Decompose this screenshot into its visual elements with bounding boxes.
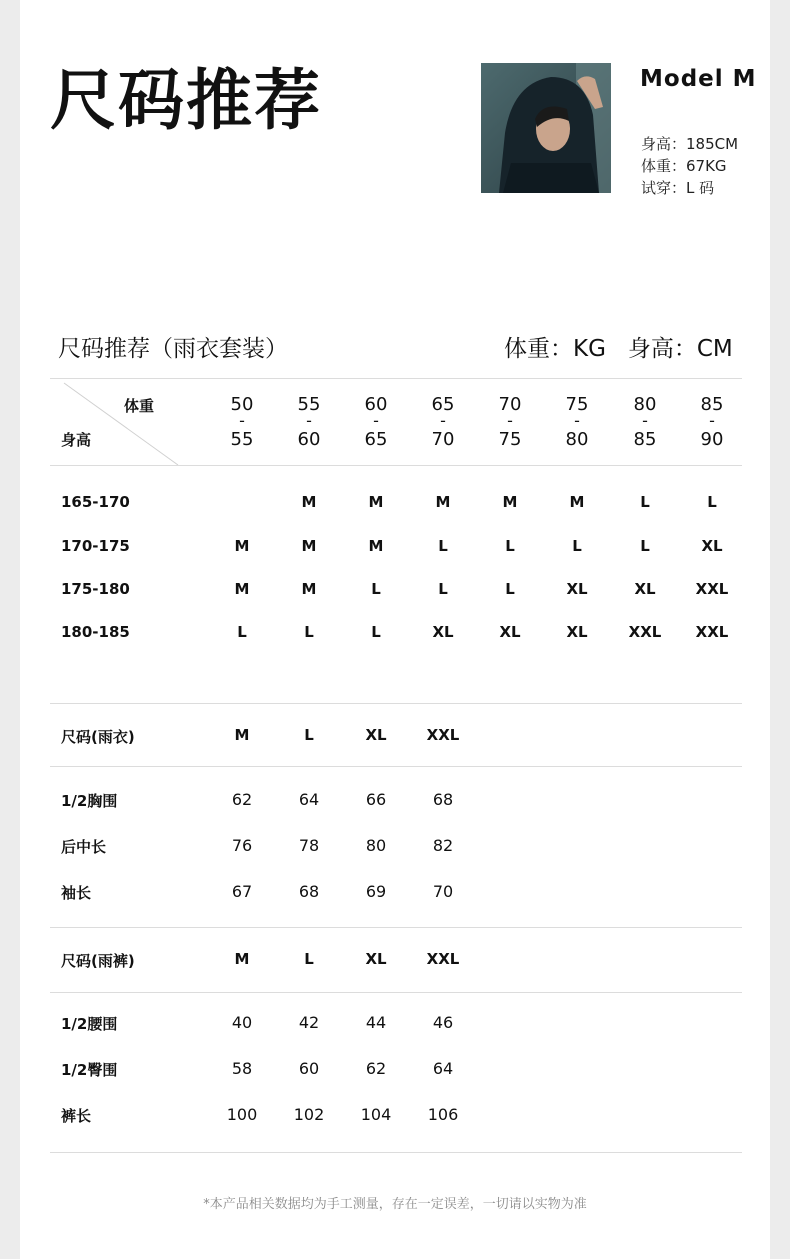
size-header-cell: L [304, 726, 314, 744]
weight-range-dash: - [507, 411, 513, 430]
size-cell: M [301, 580, 317, 598]
measurement-value: 104 [360, 1105, 392, 1124]
size-cell: L [505, 537, 515, 555]
measurement-label: 1/2腰围 [61, 1015, 118, 1033]
size-cell: L [707, 493, 717, 511]
weight-range-dash: - [574, 411, 580, 430]
size-cell: XXL [628, 623, 662, 641]
size-cell: L [371, 623, 381, 641]
size-cell: XL [499, 623, 521, 641]
corner-diagonal [50, 379, 230, 467]
weight-range-end: 75 [498, 429, 522, 450]
weight-range-dash: - [373, 411, 379, 430]
size-cell: L [304, 623, 314, 641]
size-cell: XL [566, 623, 588, 641]
measurement-value: 44 [365, 1013, 387, 1032]
size-cell: M [569, 493, 585, 511]
measurement-value: 42 [298, 1013, 320, 1032]
size-header-cell: XL [365, 726, 387, 744]
divider [50, 1152, 742, 1153]
measurement-value: 68 [432, 790, 454, 809]
page-title: 尺码推荐 [50, 62, 322, 139]
weight-range-end: 70 [431, 429, 455, 450]
weight-range-dash: - [642, 411, 648, 430]
size-cell: L [438, 580, 448, 598]
measurement-value: 69 [365, 882, 387, 901]
size-header-cell: L [304, 950, 314, 968]
size-cell: XL [701, 537, 723, 555]
measurement-label: 后中长 [61, 838, 107, 856]
size-cell: M [368, 537, 384, 555]
size-header-cell: M [234, 726, 250, 744]
weight-range-start: 60 [364, 394, 388, 415]
size-cell: M [502, 493, 518, 511]
size-cell: M [301, 537, 317, 555]
size-cell: M [368, 493, 384, 511]
weight-range-end: 90 [700, 429, 724, 450]
footer-note: *本产品相关数据均为手工测量，存在一定误差，一切请以实物为准 [203, 1197, 587, 1212]
height-range-label: 165-170 [61, 493, 130, 511]
weight-axis-label: 体重 [124, 397, 155, 415]
measurement-value: 67 [231, 882, 253, 901]
height-axis-label: 身高 [61, 431, 92, 449]
weight-range-start: 80 [633, 394, 657, 415]
measurement-value: 60 [298, 1059, 320, 1078]
weight-range-end: 65 [364, 429, 388, 450]
weight-range-start: 70 [498, 394, 522, 415]
measurement-value: 78 [298, 836, 320, 855]
weight-range-end: 85 [633, 429, 657, 450]
size-header-cell: M [234, 950, 250, 968]
measurement-label: 裤长 [61, 1107, 92, 1125]
size-cell: L [438, 537, 448, 555]
model-size: 试穿：L 码 [641, 179, 715, 197]
height-range-label: 175-180 [61, 580, 130, 598]
height-range-label: 180-185 [61, 623, 130, 641]
size-header-cell: XXL [426, 950, 460, 968]
size-cell: L [505, 580, 515, 598]
size-cell: M [234, 537, 250, 555]
measurement-value: 68 [298, 882, 320, 901]
size-cell: XXL [695, 623, 729, 641]
measurement-value: 62 [231, 790, 253, 809]
weight-range-start: 75 [565, 394, 589, 415]
model-name: Model M [640, 66, 757, 92]
measurement-value: 64 [432, 1059, 454, 1078]
size-cell: M [301, 493, 317, 511]
weight-range-dash: - [440, 411, 446, 430]
size-cell: L [237, 623, 247, 641]
measurement-value: 46 [432, 1013, 454, 1032]
size-cell: XL [566, 580, 588, 598]
measurement-value: 76 [231, 836, 253, 855]
weight-range-dash: - [306, 411, 312, 430]
model-weight: 体重：67KG [641, 157, 727, 175]
measurement-value: 70 [432, 882, 454, 901]
measurement-value: 82 [432, 836, 454, 855]
section-title: 尺码推荐（雨衣套装） [58, 336, 288, 362]
size-cell: L [572, 537, 582, 555]
weight-range-end: 60 [297, 429, 321, 450]
model-height: 身高：185CM [641, 135, 739, 153]
measurement-value: 64 [298, 790, 320, 809]
divider [50, 766, 742, 767]
divider [50, 992, 742, 993]
size-cell: M [435, 493, 451, 511]
divider [50, 703, 742, 704]
measurement-value: 62 [365, 1059, 387, 1078]
size-header-label: 尺码(雨裤) [61, 952, 135, 970]
unit-label: 体重：KG 身高：CM [504, 336, 733, 362]
weight-range-dash: - [239, 411, 245, 430]
size-cell: XL [432, 623, 454, 641]
size-header-label: 尺码(雨衣) [61, 728, 135, 746]
measurement-value: 102 [293, 1105, 325, 1124]
weight-range-end: 55 [230, 429, 254, 450]
weight-range-start: 65 [431, 394, 455, 415]
weight-range-start: 55 [297, 394, 321, 415]
weight-range-dash: - [709, 411, 715, 430]
height-range-label: 170-175 [61, 537, 130, 555]
measurement-label: 1/2臀围 [61, 1061, 118, 1079]
weight-range-start: 50 [230, 394, 254, 415]
measurement-value: 66 [365, 790, 387, 809]
measurement-value: 100 [226, 1105, 258, 1124]
measurement-label: 袖长 [61, 884, 92, 902]
size-chart-page [20, 0, 770, 1259]
weight-range-start: 85 [700, 394, 724, 415]
measurement-label: 1/2胸围 [61, 792, 118, 810]
measurement-value: 58 [231, 1059, 253, 1078]
divider [50, 927, 742, 928]
size-header-cell: XL [365, 950, 387, 968]
weight-range-end: 80 [565, 429, 589, 450]
size-cell: L [640, 493, 650, 511]
size-header-cell: XXL [426, 726, 460, 744]
model-photo [481, 63, 611, 193]
measurement-value: 106 [427, 1105, 459, 1124]
size-cell: XXL [695, 580, 729, 598]
size-cell: XL [634, 580, 656, 598]
size-cell: L [371, 580, 381, 598]
measurement-value: 80 [365, 836, 387, 855]
size-cell: M [234, 580, 250, 598]
measurement-value: 40 [231, 1013, 253, 1032]
size-cell: L [640, 537, 650, 555]
divider [50, 465, 742, 466]
